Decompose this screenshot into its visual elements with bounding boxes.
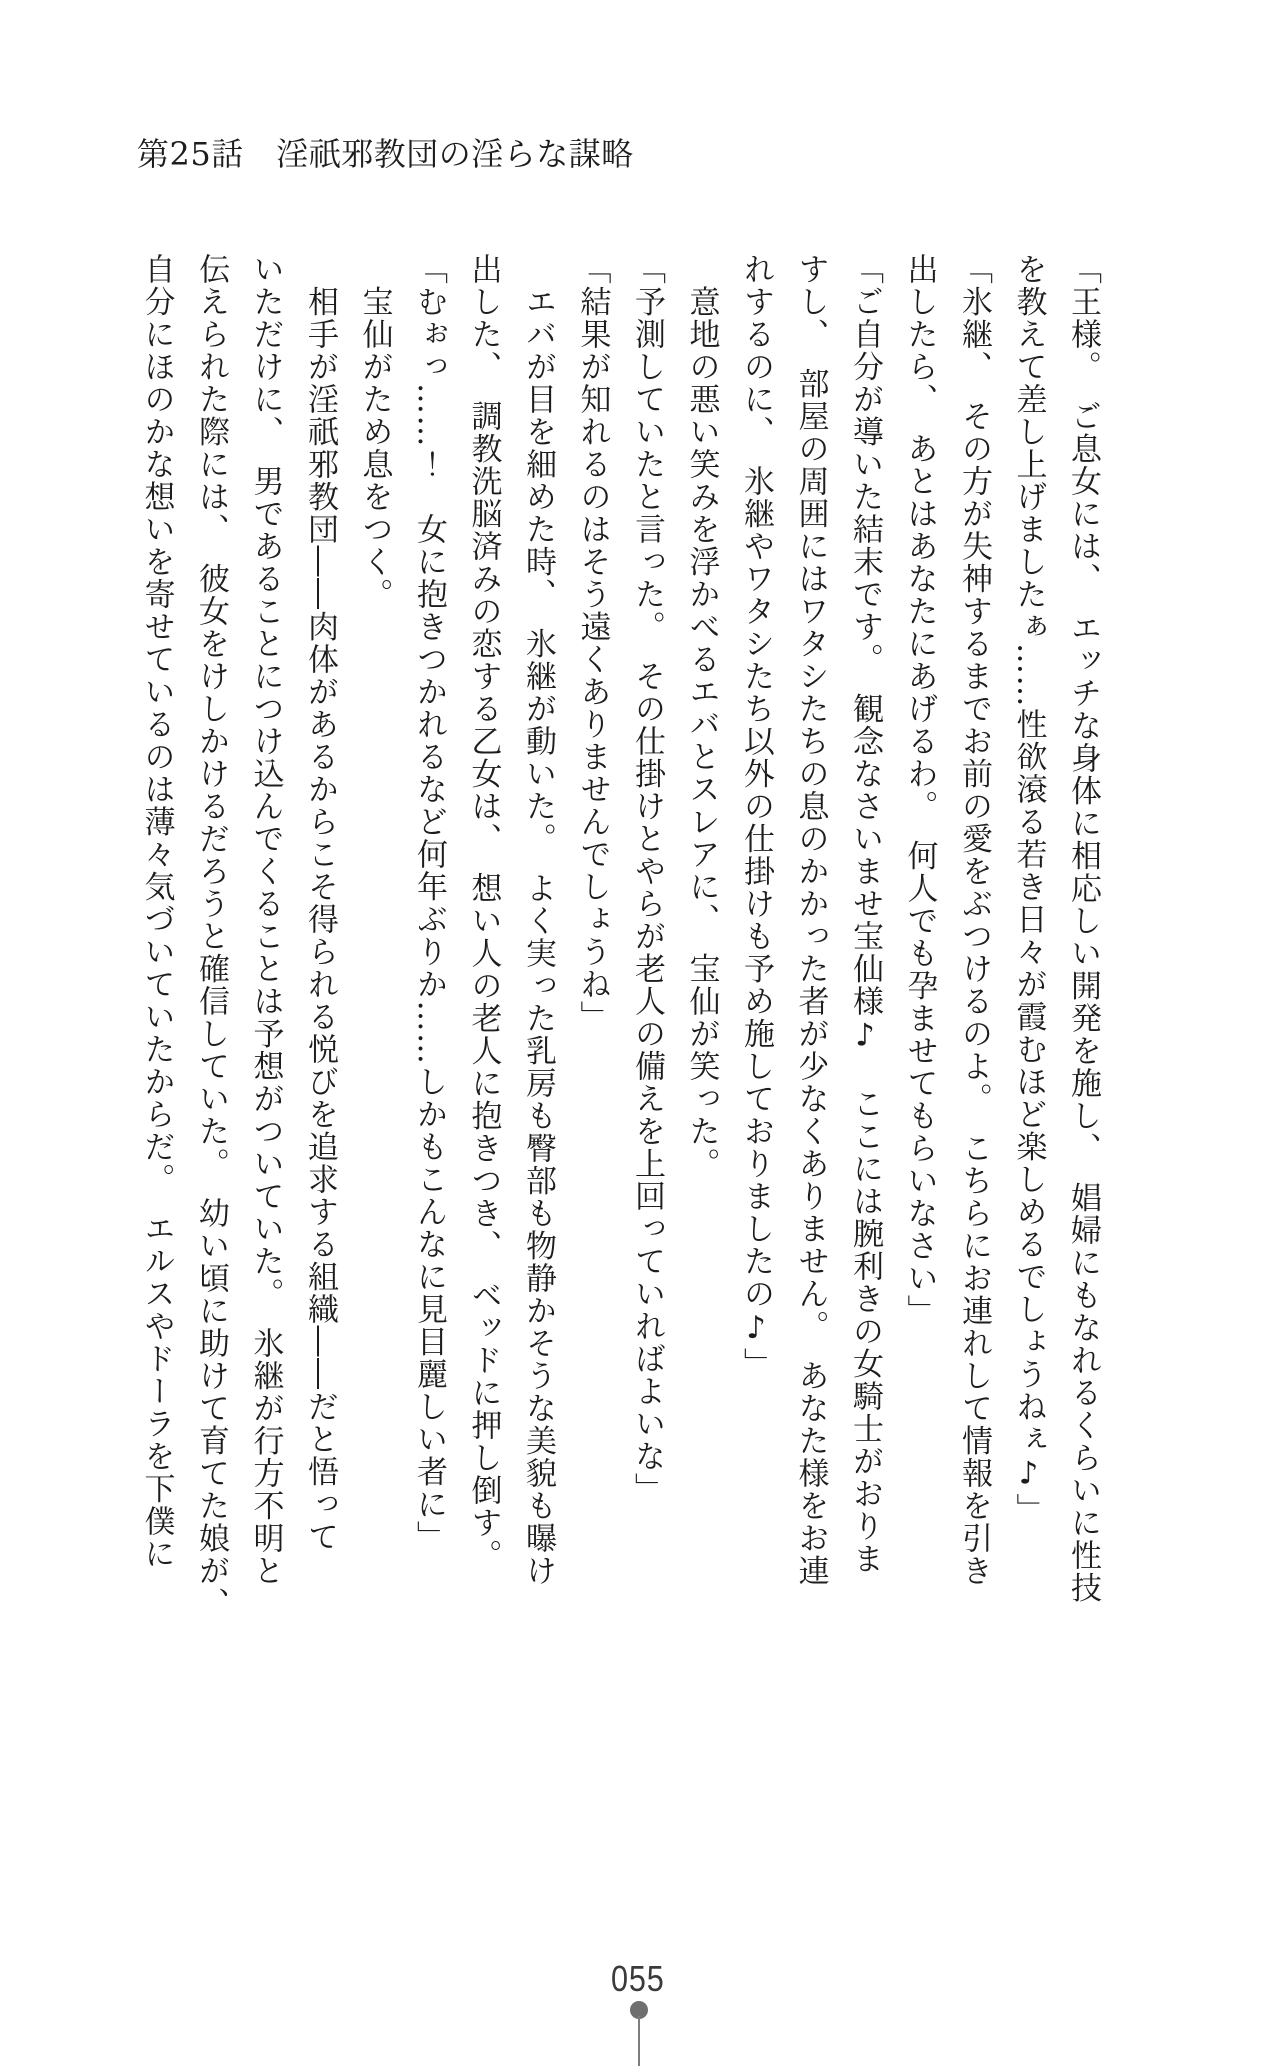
text-column: 出した、 調教洗脳済みの恋する乙女は、 想い人の老人に抱きつき、 ベッドに押し倒す。 [465,253,502,1572]
text-column: 意地の悪い笑みを浮かべるエバとスレアに、 宝仙が笑った。 [683,253,720,1180]
text-column: 出したら、 あとはあなたにあげるわ。 何人でも孕ませてもらいなさい」 [901,253,938,1327]
text-column: エバが目を細めた時、 氷継が動いた。 よく実った乳房も臀部も物静かそうな美貌も曝け [520,253,556,1587]
text-column: 伝えられた際には、 彼女をけしかけるだろうと確信していた。 幼い頃に助けて育てた娘が、 [193,253,229,1620]
footer-rule [638,2016,640,2066]
text-column: いただけに、 男であることにつけ込んでくることは予想がついていた。 氷継が行方不明と [247,253,284,1587]
text-column: 「王様。 ご息女には、 エッチな身体に相応しい開発を施し、 娼婦にもなれるくらいに性技 [1065,253,1101,1604]
text-column: 「むぉっ……！ 女に抱きつかれるなど何年ぶりか……しかもこんなに見目麗しい者に」 [411,253,447,1553]
text-column: 宝仙がため息をつく。 [356,253,393,611]
text-column: 相手が淫祇邪教団――肉体があるからこそ得られる悦びを追求する組織――だと悟って [302,253,338,1553]
text-column: 自分にほのかな想いを寄せているのは薄々気づいていたからだ。 エルスやドーラを下僕に [138,253,175,1570]
page-number: 055 [611,1958,665,1999]
text-column: 「予測していたと言った。 その仕掛けとやらが老人の備えを上回っていればよいな」 [629,253,665,1505]
text-column: 「結果が知れるのはそう遠くありませんでしょうね」 [574,253,611,1033]
text-column: を教えて差し上げましたぁ……性欲滾る若き日々が霞むほど楽しめるでしょうねぇ♪」 [1010,253,1047,1526]
page-text [129,253,1110,1620]
chapter-heading: 第25話 淫祇邪教団の淫らな謀略 [137,135,634,173]
text-column: すし、 部屋の周囲にはワタシたちの息のかかった者が少なくありません。 あなた様をお連 [792,253,829,1587]
text-column: 「氷継、 その方が失神するまでお前の愛をぶつけるのよ。 こちらにお連れして情報を引き [956,253,992,1587]
text-column: れするのに、 氷継やワタシたち以外の仕掛けも予め施しておりましたの♪」 [738,253,774,1380]
text-column: 「ご自分が導いた結末です。 観念なさいませ宝仙様♪ ここには腕利きの女騎士がおりま [847,253,883,1575]
